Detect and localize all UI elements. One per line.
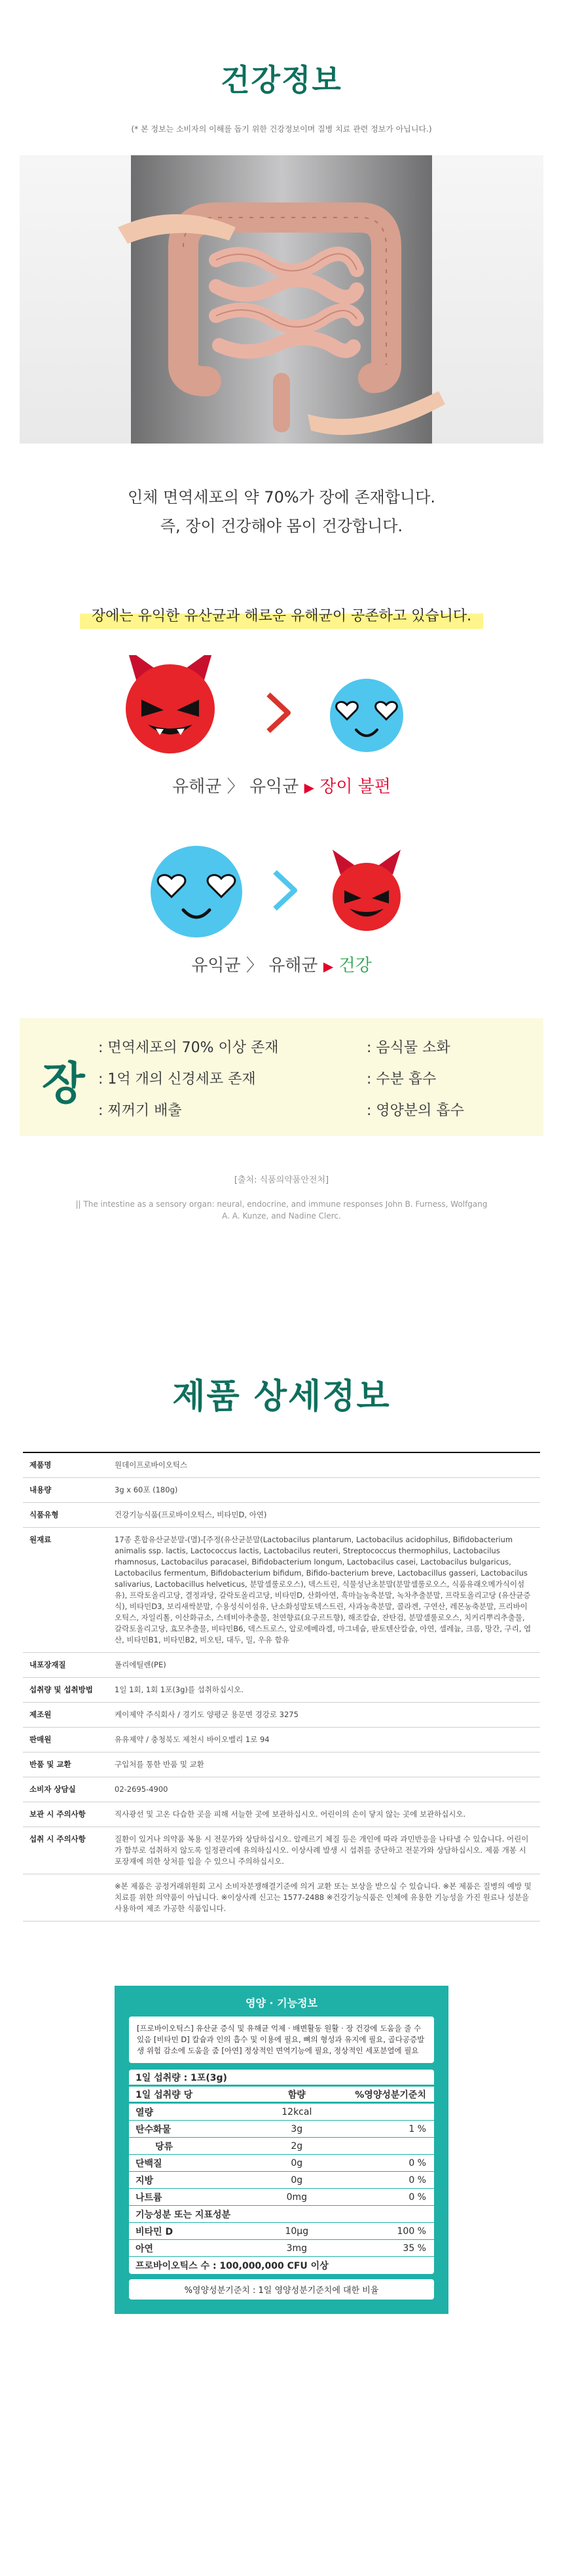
compare-1-sep: 〉 bbox=[227, 777, 244, 797]
nutrition-cell-a: 0g bbox=[291, 2174, 303, 2186]
spec-row bbox=[23, 1528, 540, 1653]
spec-row bbox=[23, 1874, 540, 1922]
nutrition-cell-p: 35 % bbox=[403, 2243, 426, 2254]
spec-value: 건강기능식품(프로바이오틱스, 비타민D, 아연) bbox=[108, 1503, 540, 1528]
spec-row bbox=[23, 1777, 540, 1802]
spec-key: 섭취 시 주의사항 bbox=[23, 1827, 108, 1874]
compare-2-arrow: ▶ bbox=[323, 958, 334, 974]
spec-value: 1일 1회, 1회 1포(3g)를 섭취하십시오. bbox=[108, 1678, 540, 1703]
nutrition-footnote: %영양성분기준치 : 1일 영양성분기준치에 대한 비율 bbox=[129, 2279, 434, 2300]
nutrition-cell-p: 0 % bbox=[409, 2174, 426, 2186]
compare-1-left: 유해균 bbox=[172, 777, 222, 797]
immune-lead-line1: 인체 면역세포의 약 70%가 장에 존재합니다. bbox=[127, 488, 436, 506]
nutrition-header-row bbox=[129, 2087, 434, 2104]
nutrition-cell-a: 0mg bbox=[286, 2191, 308, 2203]
nutrition-serving-row bbox=[129, 2070, 434, 2087]
spec-row bbox=[23, 1827, 540, 1874]
smile-icon bbox=[151, 846, 242, 938]
spec-value: 구입처를 통한 반품 및 교환 bbox=[108, 1752, 540, 1777]
compare-2-left: 유익균 bbox=[191, 956, 241, 975]
nutrition-row bbox=[129, 2104, 434, 2121]
detail-title: 제품 상세정보 bbox=[172, 1377, 391, 1416]
summary-item: : 찌꺼기 배출 bbox=[98, 1103, 182, 1119]
nutrition-rows bbox=[129, 2104, 434, 2206]
spec-value: 17종 혼합유산균분말-(멸)-[주정(유산균분말(Lactobacilus plantarum, Lactobacilus acidophilus, Bifidobacterium animalis ssp. lactis, Lactococcus lactis, Lactobacilus reuteri, Streptococcus thermophilus, Lactobacilus rhamnosus, Lactobacilus paracasei, Bifidobacterium longum, Lactobacilus casei, Lactobacilus bulgaricus, Lactobacilus fermentum, Bifidobacterium bifidum, Bifido-bacterium breve, Lactobacillus gasseri, Lactobacilus salivarius, Lactobacillus helveticus, 분말셀룰로오스), 덱스트린, 식물성난초분말(분말셀룰로오스, 식품유래오메가식이섬유), 프락토올리고당, 결정과당, 갈락토올리고당, 비타민D, 산화아연, 흑마늘농축분말, 녹차추출분말, 프락토올리고당 (유산균증식), 비타민D3, 보리새싹분말, 수용성식이섬유, 난소화성말토덱스트린, 사과농축분말, 콜라겐, 구연산, 레몬농축분말, 프리바이오틱스, 자일리톨, 이산화규소, 스테비아추출물, 천연향료(요구르트향), 해조칼슘, 잔탄검, 분말셀룰로오스, 치커리뿌리추출물, 갈락토올리고당, 효모추출물, 비타민B6, 덱스트로스, 알로에베라겔, 마그네슘, 판토텐산칼슘, 아연, 셀레늄, 크롬, 망간, 구리, 엽산, 비타민B1, 비타민B2, 비오틴, 대두, 밀, 우유 함유 bbox=[108, 1528, 540, 1653]
source-credit: [출처: 식품의약품안전처] bbox=[234, 1175, 329, 1185]
compare-beneficial-dominant bbox=[0, 834, 563, 945]
nutrition-cell-a: 3g bbox=[291, 2123, 303, 2134]
nutrition-cell-n: 지방 bbox=[136, 2175, 154, 2186]
compare-1-caption bbox=[0, 773, 563, 797]
nutrition-row bbox=[129, 2138, 434, 2155]
smile-icon bbox=[330, 679, 403, 752]
devil-icon bbox=[126, 655, 215, 753]
nutrition-probiotic-row bbox=[129, 2257, 434, 2274]
nutrition-head-per: 1일 섭취량 당 bbox=[136, 2089, 193, 2100]
compare-harmful-dominant bbox=[0, 655, 563, 767]
nutrition-cell-a: 0g bbox=[291, 2157, 303, 2169]
nutrition-title: 영양 · 기능정보 bbox=[245, 1997, 318, 2009]
spec-value: ※본 제품은 공정거래위원회 고시 소비자분쟁해결기준에 의거 교환 또는 보상을 받으실 수 있습니다. ※본 제품은 질병의 예방 및 치료를 위한 의약품이 아닙니다. ※이상사례 신고는 1577-2488 ※건강기능식품은 인체에 유용한 기능성을 가진 원료나 성분을 사용하여 제조 가공한 식품입니다. bbox=[108, 1874, 540, 1922]
nutrition-row bbox=[129, 2223, 434, 2240]
spec-row bbox=[23, 1703, 540, 1728]
nutrition-cell-n: 당류 bbox=[155, 2141, 173, 2152]
spec-row bbox=[23, 1752, 540, 1777]
nutrition-cell-n: 탄수화물 bbox=[136, 2124, 172, 2135]
nutrition-notice: [프로바이오틱스] 유산균 증식 및 유해균 억제 · 배변활동 원활 · 장 건강에 도움을 줄 수 있음 [비타민 D] 칼슘과 인의 흡수 및 이용에 필요, 뼈의 형성과 유지에 필요, 골다공증발생 위험 감소에 도움을 줌 [아연] 정상적인 면역기능에 필요, 정상적인 세포분열에 필요 bbox=[129, 2017, 434, 2063]
compare-1-right: 유익균 bbox=[249, 777, 299, 797]
spec-key: 제품명 bbox=[23, 1452, 108, 1478]
nutrition-cell-a: 3mg bbox=[286, 2243, 308, 2254]
nutrition-func-rows bbox=[129, 2223, 434, 2257]
spec-value: 직사광선 및 고온 다습한 곳을 피해 서늘한 곳에 보관하십시오. 어린이의 손이 닿지 않는 곳에 보관하십시오. bbox=[108, 1802, 540, 1827]
spec-value: 질환이 있거나 의약품 복용 시 전문가와 상담하십시오. 알레르기 체질 등은 개인에 따라 과민반응을 나타낼 수 있습니다. 어린이가 함부로 섭취하지 않도록 일정관리에 유의하십시오. 이상사례 발생 시 섭취를 중단하고 전문가와 상담하십시오. 제품 개봉 시 포장재에 의한 상처를 입을 수 있으니 주의하십시오. bbox=[108, 1827, 540, 1874]
spec-key: 내포장재질 bbox=[23, 1653, 108, 1678]
coexist-text: 장에는 유익한 유산균과 해로운 유해균이 공존하고 있습니다. bbox=[80, 601, 483, 629]
spec-key bbox=[23, 1874, 108, 1922]
nutrition-cell-a: 10μg bbox=[285, 2226, 309, 2237]
nutrition-cell-p: 1 % bbox=[409, 2123, 426, 2134]
nutrition-cell-p: 0 % bbox=[409, 2157, 426, 2169]
summary-col-2 bbox=[367, 1032, 464, 1127]
summary-col-1 bbox=[98, 1032, 279, 1127]
nutrition-cell-n: 비타민 D bbox=[136, 2226, 173, 2237]
health-title: 건강정보 bbox=[221, 62, 342, 98]
compare-2-caption bbox=[0, 952, 563, 976]
nutrition-label bbox=[115, 1986, 448, 2314]
compare-2-result: 건강 bbox=[338, 956, 372, 975]
nutrition-cell-n: 나트륨 bbox=[136, 2192, 162, 2203]
summary-item: : 수분 흡수 bbox=[367, 1071, 437, 1088]
devil-icon bbox=[333, 850, 401, 931]
summary-item: : 면역세포의 70% 이상 존재 bbox=[98, 1040, 279, 1056]
nutrition-row bbox=[129, 2155, 434, 2172]
spec-row bbox=[23, 1728, 540, 1752]
immune-lead-line2: 즉, 장이 건강해야 몸이 건강합니다. bbox=[160, 517, 403, 535]
compare-2-sep: 〉 bbox=[245, 956, 263, 975]
spec-key: 소비자 상담실 bbox=[23, 1777, 108, 1802]
nutrition-func-head: 기능성분 또는 지표성분 bbox=[136, 2209, 230, 2220]
nutrition-cell-p: 0 % bbox=[409, 2191, 426, 2203]
spec-key: 섭취량 및 섭취방법 bbox=[23, 1678, 108, 1703]
nutrition-head-amount: 함량 bbox=[287, 2089, 306, 2100]
compare-1-arrow: ▶ bbox=[304, 780, 314, 795]
coexist-banner bbox=[0, 601, 563, 629]
compare-1-illustration bbox=[0, 655, 563, 767]
nutrition-func-head-row bbox=[129, 2206, 434, 2223]
summary-item: : 음식물 소화 bbox=[367, 1040, 450, 1056]
compare-2-right: 유해균 bbox=[268, 956, 318, 975]
spec-row bbox=[23, 1452, 540, 1478]
nutrition-row bbox=[129, 2240, 434, 2257]
compare-2-illustration bbox=[0, 834, 563, 945]
health-note: (* 본 정보는 소비자의 이해를 돕기 위한 건강정보이며 질병 치료 관련 정보가 아닙니다.) bbox=[131, 124, 432, 134]
reference-text: || The intestine as a sensory organ: neural, endocrine, and immune responses John B. Furness, Wolfgang A. A. Kunze, and Nadine Clerc. bbox=[75, 1200, 488, 1221]
immune-lead bbox=[0, 483, 563, 540]
spec-row bbox=[23, 1503, 540, 1528]
intestine-hero-image bbox=[20, 155, 543, 444]
spec-value: 폴리에틸렌(PE) bbox=[108, 1653, 540, 1678]
spec-value: 원데이프로바이오틱스 bbox=[108, 1452, 540, 1478]
spec-value: 유유제약 / 충청북도 제천시 바이오벨리 1로 94 bbox=[108, 1728, 540, 1752]
nutrition-head-dv: %영양성분기준치 bbox=[355, 2089, 426, 2100]
nutrition-cell-p: 100 % bbox=[397, 2226, 426, 2237]
compare-1-result: 장이 불편 bbox=[319, 777, 391, 797]
summary-label: 장 bbox=[42, 1058, 85, 1110]
spec-row bbox=[23, 1678, 540, 1703]
summary-item: : 1억 개의 신경세포 존재 bbox=[98, 1071, 256, 1088]
spec-key: 반품 및 교환 bbox=[23, 1752, 108, 1777]
nutrition-row bbox=[129, 2172, 434, 2189]
intestine-summary-box bbox=[20, 1018, 543, 1136]
spec-value: 02-2695-4900 bbox=[108, 1777, 540, 1802]
spec-key: 보관 시 주의사항 bbox=[23, 1802, 108, 1827]
spec-value: 케이제약 주식회사 / 경기도 양평군 용문면 경강로 3275 bbox=[108, 1703, 540, 1728]
spec-key: 제조원 bbox=[23, 1703, 108, 1728]
spec-key: 판매원 bbox=[23, 1728, 108, 1752]
spec-row bbox=[23, 1478, 540, 1503]
nutrition-cell-a: 2g bbox=[291, 2140, 303, 2151]
spec-key: 내용량 bbox=[23, 1478, 108, 1503]
nutrition-row bbox=[129, 2121, 434, 2138]
spec-key: 식품유형 bbox=[23, 1503, 108, 1528]
intestine-illustration bbox=[20, 155, 543, 444]
nutrition-probiotic: 프로바이오틱스 수 : 100,000,000 CFU 이상 bbox=[136, 2261, 329, 2271]
nutrition-cell-n: 아연 bbox=[136, 2243, 154, 2254]
spec-key: 원재료 bbox=[23, 1528, 108, 1653]
nutrition-cell-n: 열량 bbox=[136, 2107, 154, 2118]
nutrition-table bbox=[129, 2070, 434, 2274]
nutrition-row bbox=[129, 2189, 434, 2206]
product-spec-table bbox=[23, 1452, 540, 1922]
nutrition-cell-n: 단백질 bbox=[136, 2158, 162, 2169]
summary-item: : 영양분의 흡수 bbox=[367, 1103, 464, 1119]
spec-value: 3g x 60포 (180g) bbox=[108, 1478, 540, 1503]
spec-row bbox=[23, 1802, 540, 1827]
nutrition-serving: 1일 섭취량 : 1포(3g) bbox=[136, 2072, 227, 2083]
nutrition-cell-a: 12kcal bbox=[282, 2106, 312, 2117]
spec-row bbox=[23, 1653, 540, 1678]
